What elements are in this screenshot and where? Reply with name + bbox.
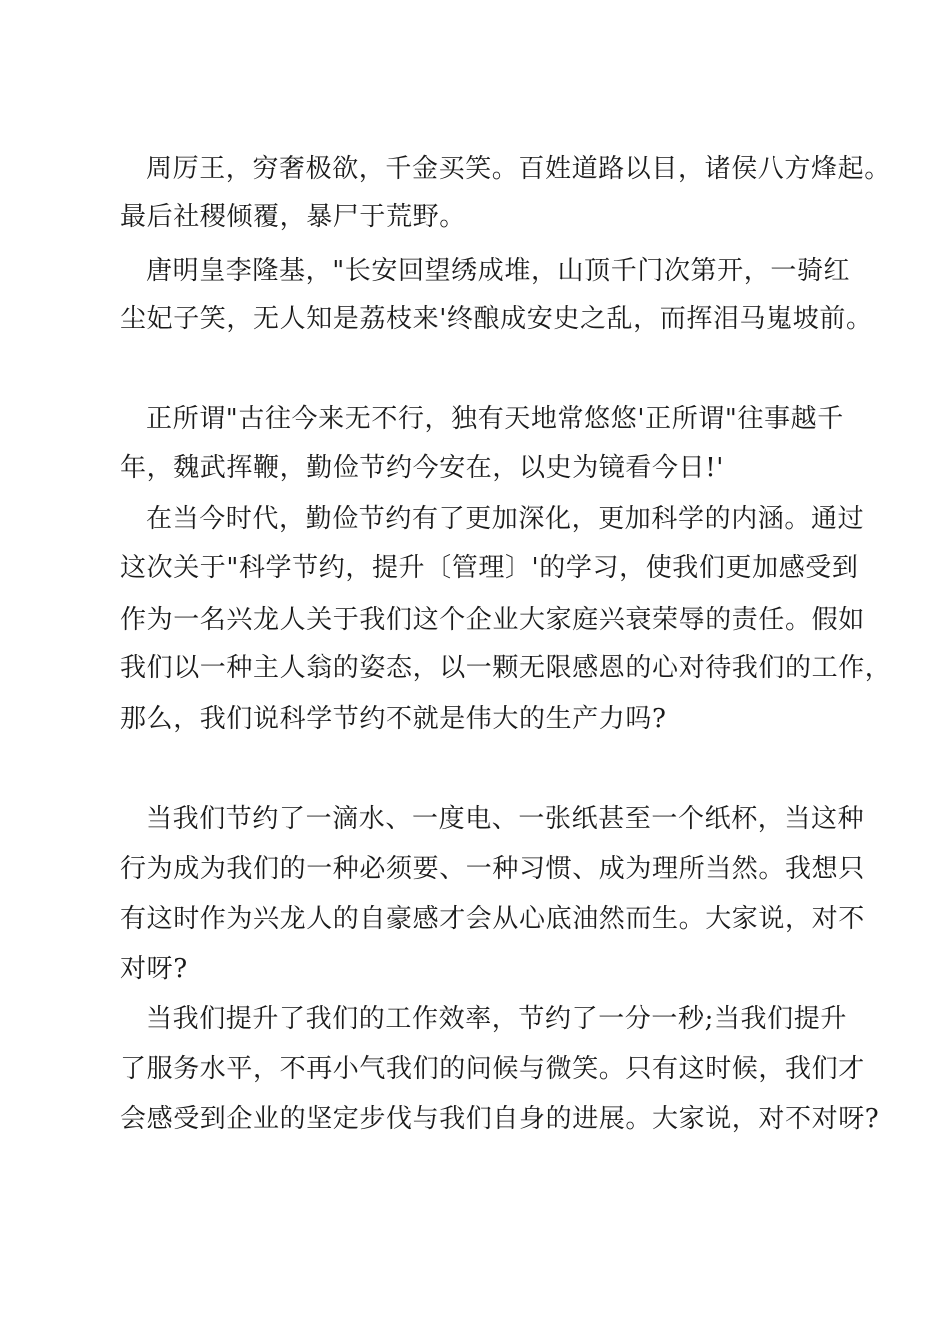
paragraph-line: 尘妃子笑，无人知是荔枝来'终酿成安史之乱，而挥泪马嵬坡前。 bbox=[120, 304, 873, 334]
paragraph-line: 在当今时代，勤俭节约有了更加深化，更加科学的内涵。通过 bbox=[146, 504, 865, 534]
paragraph-line: 有这时作为兴龙人的自豪感才会从心底油然而生。大家说，对不 bbox=[120, 904, 865, 934]
paragraph-line: 当我们节约了一滴水、一度电、一张纸甚至一个纸杯，当这种 bbox=[146, 804, 865, 834]
paragraph-line: 年，魏武挥鞭，勤俭节约今安在，以史为镜看今日!' bbox=[120, 453, 724, 483]
paragraph-line: 那么，我们说科学节约不就是伟大的生产力吗? bbox=[120, 704, 667, 734]
paragraph-line: 会感受到企业的坚定步伐与我们自身的进展。大家说，对不对呀? bbox=[120, 1104, 880, 1134]
paragraph-line: 这次关于"科学节约，提升〔管理〕'的学习，使我们更加感受到 bbox=[120, 553, 859, 583]
paragraph-line: 当我们提升了我们的工作效率，节约了一分一秒;当我们提升 bbox=[146, 1004, 847, 1034]
paragraph-line: 周厉王，穷奢极欲，千金买笑。百姓道路以目，诸侯八方烽起。 bbox=[146, 154, 891, 184]
paragraph-line: 最后社稷倾覆，暴尸于荒野。 bbox=[120, 202, 466, 232]
paragraph-line: 唐明皇李隆基，"长安回望绣成堆，山顶千门次第开，一骑红 bbox=[146, 256, 851, 286]
paragraph-line: 行为成为我们的一种必须要、一种习惯、成为理所当然。我想只 bbox=[120, 854, 865, 884]
paragraph-line: 正所谓"古往今来无不行，独有天地常悠悠'正所谓"往事越千 bbox=[146, 404, 844, 434]
paragraph-line: 作为一名兴龙人关于我们这个企业大家庭兴衰荣辱的责任。假如 bbox=[120, 605, 865, 635]
paragraph-line: 我们以一种主人翁的姿态，以一颗无限感恩的心对待我们的工作， bbox=[120, 653, 892, 683]
paragraph-line: 了服务水平，不再小气我们的问候与微笑。只有这时候，我们才 bbox=[120, 1054, 865, 1084]
paragraph-line: 对呀? bbox=[120, 954, 188, 984]
